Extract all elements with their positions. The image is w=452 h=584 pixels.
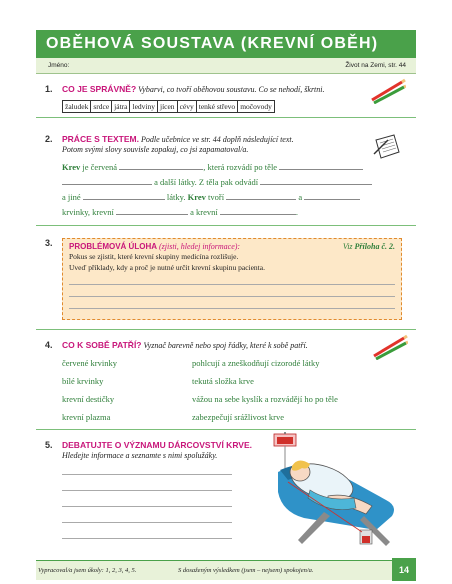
task-instruction: Podle učebnice ve str. 44 doplň následující text.	[140, 135, 294, 144]
task-instruction: Vyznač barevně nebo spoj řádky, které k sobě patří.	[143, 341, 308, 350]
footer-completed: Vypracoval/a jsem úkoly: 1, 2, 3, 4, 5.	[38, 567, 137, 574]
answer-line[interactable]	[62, 538, 232, 539]
answer-line[interactable]	[62, 490, 232, 491]
task-header	[62, 134, 372, 155]
page-number: 14	[392, 558, 416, 581]
blank-field[interactable]	[119, 162, 203, 170]
fill-line-4	[62, 207, 298, 217]
answer-line[interactable]	[62, 506, 232, 507]
match-left-item[interactable]: krevní plazma	[62, 412, 111, 422]
task-5	[36, 440, 416, 550]
word-box[interactable]: srdce	[90, 100, 112, 113]
ref-link: Příloha č. 2.	[354, 242, 395, 251]
source-reference: Život na Zemi, str. 44	[345, 62, 406, 69]
word-box[interactable]: játra	[111, 100, 130, 113]
text-segment: .	[295, 207, 298, 217]
problem-text-2: Uveď příklady, kdy a proč je nutné určit krevní skupinu pacienta.	[69, 263, 265, 272]
pencils-icon	[372, 334, 408, 360]
appendix-reference	[343, 242, 395, 251]
task-label: DEBATUJTE O VÝZNAMU DÁRCOVSTVÍ KRVE.	[62, 440, 253, 450]
match-left-item[interactable]: bílé krvinky	[62, 376, 104, 386]
task-instruction: (zjisti, hledej informace):	[159, 242, 241, 251]
task-instruction: Hledejte informace a seznamte s nimi spolužáky.	[62, 451, 218, 460]
text-segment: , která rozvádí po těle	[203, 162, 278, 172]
task-instruction: Vybarvi, co tvoří oběhovou soustavu. Co se nehodí, škrtni.	[138, 85, 325, 94]
match-right-item[interactable]: pohlcují a zneškodňují cizorodé látky	[192, 358, 320, 368]
text-segment: krvinky, krevní	[62, 207, 114, 217]
page-title: OBĚHOVÁ SOUSTAVA (KREVNÍ OBĚH)	[46, 35, 379, 52]
match-right-item[interactable]: vážou na sebe kyslík a rozvádějí ho po těle	[192, 394, 338, 404]
task-number: 3.	[45, 238, 53, 248]
blank-field[interactable]	[304, 192, 360, 200]
blood-donor-illustration	[268, 432, 418, 548]
word-boxes	[62, 100, 275, 113]
task-label: PRÁCE S TEXTEM.	[62, 134, 139, 144]
problem-box	[62, 238, 402, 320]
task-number: 5.	[45, 440, 53, 450]
text-segment: a jiné	[62, 192, 81, 202]
task-label: PROBLÉMOVÁ ÚLOHA	[69, 242, 157, 251]
answer-line[interactable]	[69, 308, 395, 309]
word-box[interactable]: ledviny	[129, 100, 158, 113]
task-label: CO JE SPRÁVNĚ?	[62, 84, 137, 94]
task-2	[36, 134, 416, 226]
fill-line-1	[62, 162, 363, 172]
word-box[interactable]: tenké střevo	[196, 100, 238, 113]
answer-line[interactable]	[62, 522, 232, 523]
text-segment: Krev	[62, 162, 81, 172]
match-right-item[interactable]: zabezpečují srážlivost krve	[192, 412, 285, 422]
match-right-item[interactable]: tekutá složka krve	[192, 376, 254, 386]
task-4	[36, 340, 416, 430]
match-left-item[interactable]: krevní destičky	[62, 394, 115, 404]
answer-line[interactable]	[69, 296, 395, 297]
ref-prefix: Viz	[342, 242, 353, 251]
blank-field[interactable]	[83, 192, 165, 200]
task-number: 2.	[45, 134, 53, 144]
page-footer	[36, 560, 416, 580]
word-box[interactable]: žaludek	[62, 100, 91, 113]
name-label: Jméno:	[48, 62, 70, 69]
blank-field[interactable]	[116, 207, 188, 215]
word-box[interactable]: cévy	[177, 100, 197, 113]
task-number: 4.	[45, 340, 53, 350]
blank-field[interactable]	[279, 162, 363, 170]
text-segment: látky.	[166, 192, 186, 202]
blank-field[interactable]	[226, 192, 296, 200]
footer-satisfaction: S dosaženým výsledkem (jsem – nejsem) spokojen/a.	[178, 567, 314, 574]
word-box[interactable]: jícen	[157, 100, 178, 113]
task-3	[36, 238, 416, 330]
word-box[interactable]: močovody	[237, 100, 275, 113]
text-segment: a krevní	[190, 207, 218, 217]
blank-field[interactable]	[260, 177, 372, 185]
page-header	[36, 30, 416, 58]
notebook-icon	[372, 134, 402, 160]
fill-line-2	[62, 177, 372, 187]
text-segment: je červená	[82, 162, 118, 172]
task-header	[62, 440, 292, 461]
problem-text-1: Pokus se zjistit, které krevní skupiny medicína rozlišuje.	[69, 252, 239, 261]
task-number: 1.	[45, 84, 53, 94]
text-segment: tvoří	[208, 192, 225, 202]
text-segment: a	[298, 192, 303, 202]
answer-line[interactable]	[69, 284, 395, 285]
task-label: CO K SOBĚ PATŘÍ?	[62, 340, 142, 350]
meta-bar	[36, 58, 416, 74]
task-header	[62, 84, 372, 95]
text-segment: Krev	[187, 192, 206, 202]
blank-field[interactable]	[220, 207, 296, 215]
fill-line-3	[62, 192, 360, 202]
text-segment: a další látky. Z těla pak odvádí	[154, 177, 259, 187]
blank-field[interactable]	[62, 177, 152, 185]
pencils-icon	[370, 78, 406, 104]
answer-line[interactable]	[62, 474, 232, 475]
match-left-item[interactable]: červené krvinky	[62, 358, 117, 368]
task-instruction: Potom svými slovy souvisle zopakuj, co jsi zapamatoval/a.	[62, 145, 249, 154]
task-header	[62, 340, 392, 351]
task-1	[36, 84, 416, 118]
